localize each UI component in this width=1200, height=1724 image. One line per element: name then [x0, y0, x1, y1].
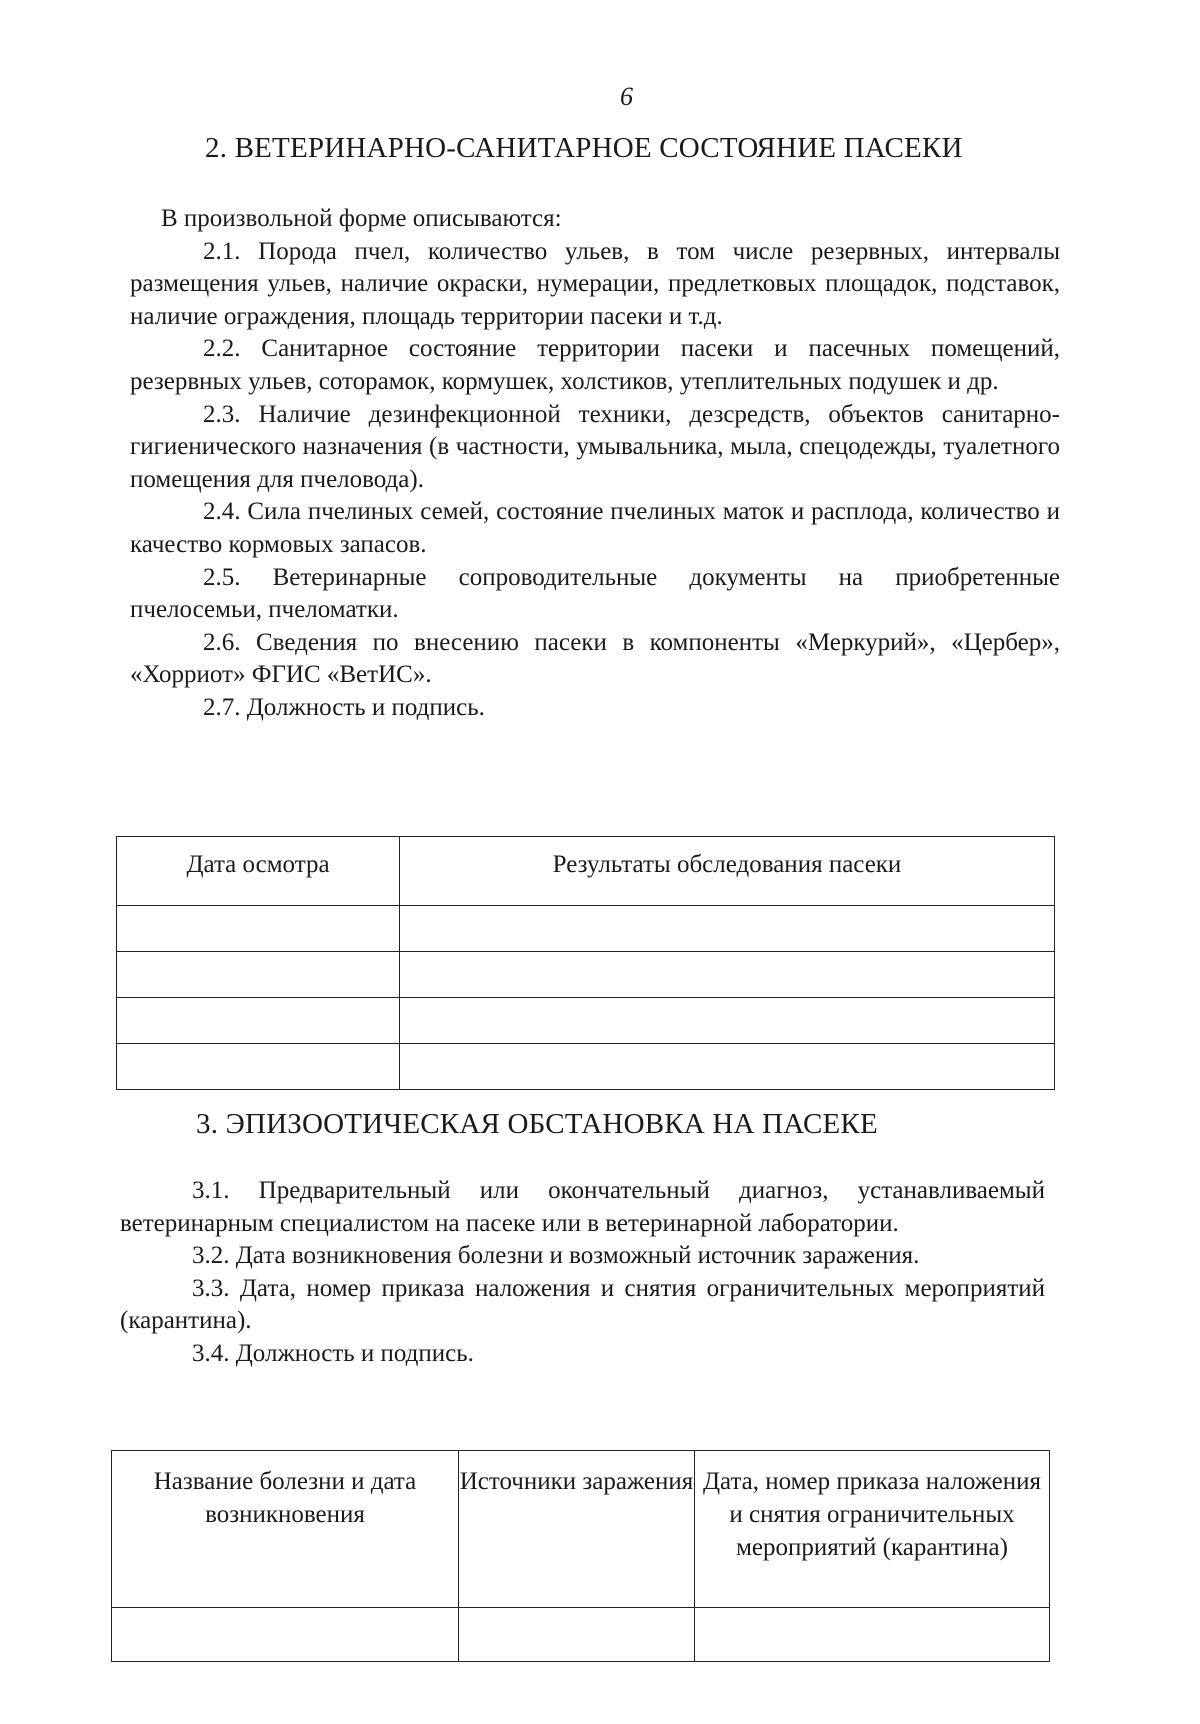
section-2-body: [130, 203, 1060, 725]
table-cell[interactable]: [117, 952, 400, 998]
table-cell[interactable]: [117, 998, 400, 1044]
table-row: [112, 1608, 1050, 1662]
section-3-body: [120, 1175, 1045, 1371]
section-3-item: 3.1. Предварительный или окончательный диагноз, устанавливаемый ветеринарным специалистом на пасеке или в ветеринарной лаборатории.: [120, 1177, 1045, 1237]
page-number: 6: [620, 82, 633, 111]
table-cell[interactable]: [117, 1044, 400, 1090]
table-row: [117, 906, 1055, 952]
section-2-item: 2.3. Наличие дезинфекционной техники, дезсредств, объектов санитарно-гигиенического назначения (в частности, умывальника, мыла, спецодежды, туалетного помещения для пчеловода).: [130, 400, 1060, 493]
table-cell[interactable]: [459, 1608, 695, 1662]
table-row: [117, 952, 1055, 998]
header-inspection-results: Результаты обследования пасеки: [400, 837, 1055, 906]
section-3-item: 3.2. Дата возникновения болезни и возможный источник заражения.: [192, 1242, 920, 1270]
table-cell[interactable]: [117, 906, 400, 952]
header-infection-sources: Источники заражения: [459, 1451, 695, 1608]
table-cell[interactable]: [400, 906, 1055, 952]
header-inspection-date: Дата осмотра: [117, 837, 400, 906]
table-cell[interactable]: [400, 952, 1055, 998]
table-row: [117, 998, 1055, 1044]
header-quarantine-order: Дата, номер приказа наложения и снятия ограничительных мероприятий (карантина): [695, 1451, 1050, 1608]
section-3-title: 3. ЭПИЗООТИЧЕСКАЯ ОБСТАНОВКА НА ПАСЕКЕ: [196, 1108, 878, 1140]
section-2-item: 2.7. Должность и подпись.: [203, 693, 485, 721]
table-cell[interactable]: [112, 1608, 459, 1662]
table-cell[interactable]: [400, 998, 1055, 1044]
table-cell[interactable]: [400, 1044, 1055, 1090]
section-2-item: 2.6. Сведения по внесению пасеки в компоненты «Меркурий», «Цербер», «Хорриот» ФГИС «ВетИС».: [130, 628, 1060, 689]
section-3-item: 3.3. Дата, номер приказа наложения и снятия ограничительных мероприятий (карантина).: [120, 1274, 1045, 1335]
table-header-row: [112, 1451, 1050, 1608]
table-header-row: [117, 837, 1055, 906]
inspection-results-table: [116, 836, 1055, 1090]
header-disease-name-date: Название болезни и дата возникновения: [112, 1451, 459, 1608]
section-2-item: 2.2. Санитарное состояние территории пасеки и пасечных помещений, резервных ульев, соторамок, кормушек, холстиков, утеплительных подушек и др.: [130, 335, 1060, 395]
section-2-title: 2. ВЕТЕРИНАРНО-САНИТАРНОЕ СОСТОЯНИЕ ПАСЕКИ: [205, 132, 963, 164]
section-2-item: 2.1. Порода пчел, количество ульев, в том числе резервных, интервалы размещения ульев, наличие окраски, нумерации, предлетковых площадок, подставок, наличие ограждения, площадь территории пасеки и т.д.: [130, 237, 1060, 330]
section-3-item: 3.4. Должность и подпись.: [192, 1339, 474, 1367]
table-cell[interactable]: [695, 1608, 1050, 1662]
section-2-intro: В произвольной форме описываются:: [161, 205, 562, 232]
section-2-item: 2.4. Сила пчелиных семей, состояние пчелиных маток и расплода, количество и качество кормовых запасов.: [130, 498, 1060, 558]
epizootic-situation-table: [111, 1450, 1050, 1662]
table-row: [117, 1044, 1055, 1090]
section-2-item: 2.5. Ветеринарные сопроводительные документы на приобретенные пчелосемьи, пчеломатки.: [130, 563, 1060, 624]
